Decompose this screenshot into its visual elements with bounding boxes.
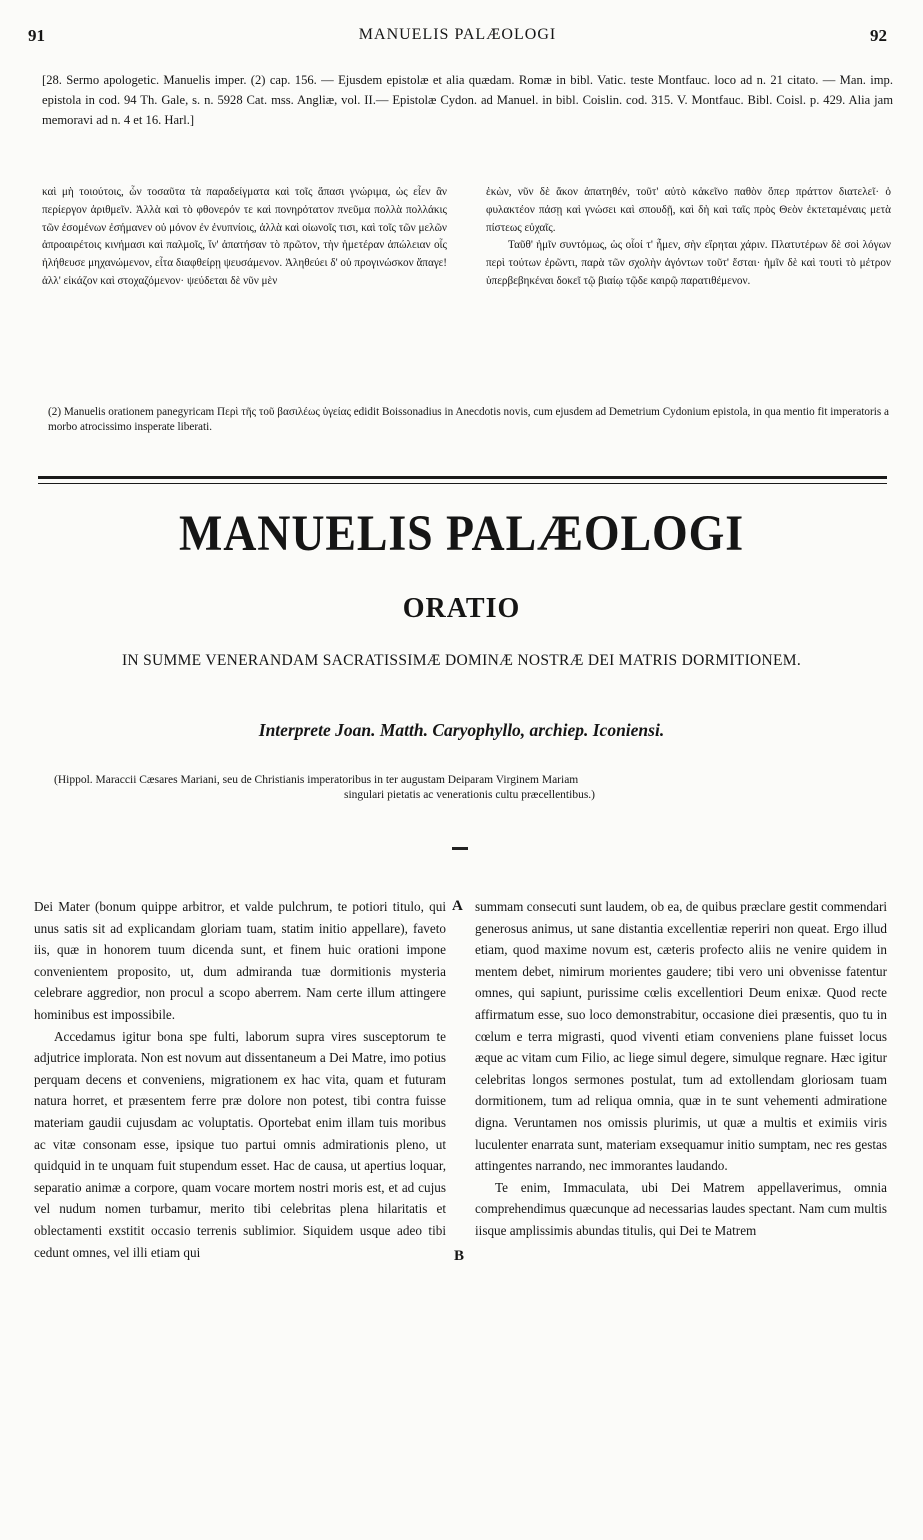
latin-paragraph: summam consecuti sunt laudem, ob ea, de quibus præclare gestit commendari generosus animus, ut sane distantia excellentiæ reperiri non queat. Ergo illud etiam, quod maxime novum est, cæteris profecto aliis ne venire quidem in mentem debet, nimirum morientes gaudere; tibi vero uni obvenisse fatentur omnes, qui sapiunt, purissime cœlis excellentiori Deum enixæ. Quod recte affirmatum esse, suo loco demonstrabitur, occasione diei præsentis, quo tu in cœlum e terra migrasti, quod viventi etiam conveniens plane fuisset locus æque ac vitam cum Filio, ac liege simul degere, simulque regnare. Hæc igitur celebritas longos sermones postulat, tum ad extollendam gloriosam tuam dormitionem, tum ad reliqua omnia, quæ in te sunt vehementi admiratione digna. Veruntamen nos omissis plurimis, ut quæ a multis et eximiis viris luculenter enarrata sunt, materiam exsequamur initio sumptam, nec res gestas attingentes narrando, nec immorantes laudando. xyxy=(475,899,887,1174)
running-head xyxy=(28,26,887,54)
latin-column-left xyxy=(34,896,446,1263)
latin-paragraph: Accedamus igitur bona spe fulti, laborum supra vires susceptorum te adjutrice implorata. Non est novum aut dissentaneum a Dei Matre, imo potius perquam decens et conveniens, migrationem ex hac vita, quam et futuram natura horret, et præsentem ferre præ dolore non potest, tibi contra fuisse materiam gaudii cujusdam ac voluptatis. Oportebat enim illam tuis moribus ac vitæ consonam esse, ipsique tuo partui omnis admirationis pleno, ut quidquid in te unquam fuit stupendum esset. Hac de causa, ut apertius loquar, separatio animæ a corpore, quam vocare mortem nostri moris est, et ad cujus vel nudum nomen turbamur, merito tibi celebritas plena hilaritatis et oblectamenti exstitit occasio terrenis sublimior. Siquidem usque adeo tibi cedunt omnes, vel illi etiam qui xyxy=(34,1028,446,1260)
greek-text-columns xyxy=(42,184,891,291)
divider-rule-thin xyxy=(38,483,887,484)
source-note-line: singulari pietatis ac venerationis cultu præcellentibus.) xyxy=(343,789,595,801)
greek-paragraph: Ταῦθ' ἡμῖν συντόμως, ὡς οἷοί τ' ἦμεν, σὴν εἴρηται χάριν. Πλατυτέρων δὲ σοὶ λόγων περὶ τούτων ἐρῶντι, παρὰ τῶν σχολὴν ἀγόντων τοῦτ' ἔσται· ἡμῖν δὲ καὶ τουτὶ τὸ μέτρον ὑπερβεβηκέναι δοκεῖ τῷ βιαίῳ τῷδε καιρῷ παρατιθέμενον. xyxy=(486,239,891,287)
section-title: ORATIO xyxy=(402,593,521,624)
latin-paragraph: Te enim, Immaculata, ubi Dei Matrem appellaverimus, omnia comprehendimus quæcunque ad necessarias laudes spectant. Nam cum multis iisque amplissimis abundas titulis, qui Dei te Matrem xyxy=(475,1179,887,1238)
source-note-line: (Hippol. Maraccii Cæsares Mariani, seu de Christianis imperatoribus in ter augustam Deiparam Virginem Mariam xyxy=(54,774,579,786)
margin-marker-b: B xyxy=(454,1248,465,1264)
latin-column-right xyxy=(475,896,887,1263)
footnote: (2) Manuelis orationem panegyricam Περὶ τῆς τοῦ βασιλέως ὑγείας edidit Boissonadius in Anecdotis novis, cum ejusdem ad Demetrium Cydonium epistola, in qua mentio fit imperatoris a morbo atrocissimo insperate liberati. xyxy=(48,406,889,433)
latin-paragraph: Dei Mater (bonum quippe arbitror, et valde pulchrum, te potiori titulo, qui unus satis sit ad explicandam gloriam tuam, statim initio appellare), faveto iis, quæ in honorem tuum dicenda sunt, et finem huic orationi impone convenientem proposito, ut, dum admiranda tuæ dormitionis mysteria celebrare aggredior, non procul a scopo aberrem. Nam certe illum attingere hominibus est impossibile. xyxy=(34,899,446,1022)
subtitle: IN SUMME VENERANDAM SACRATISSIMÆ DOMINÆ NOSTRÆ DEI MATRIS DORMITIONEM. xyxy=(121,652,802,669)
separator-dash xyxy=(452,847,468,850)
margin-marker-a: A xyxy=(452,898,463,914)
bibliographic-note: [28. Sermo apologetic. Manuelis imper. (2) cap. 156. — Ejusdem epistolæ et alia quædam. Romæ in bibl. Vatic. teste Montfauc. loco ad n. 21 citato. — Man. imp. epistola in cod. 94 Th. Gale, s. n. 5928 Cat. mss. Angliæ, vol. II.— Epistolæ Cydon. ad Manuel. in bibl. Coislin. cod. 315. V. Montfauc. Bibl. Coisl. p. 429. Alia jam memoravi ad n. 4 et 16. Harl.] xyxy=(42,73,893,127)
greek-column-right xyxy=(486,184,891,291)
page-number-left: 91 xyxy=(28,26,45,45)
running-title: MANUELIS PALÆOLOGI xyxy=(358,26,557,43)
greek-paragraph: καὶ μὴ τοιούτοις, ὧν τοσαῦτα τὰ παραδείγματα καὶ τοῖς ἅπασι γνώριμα, ὡς εἶεν ἂν περίεργον ἀριθμεῖν. Ἀλλὰ καὶ τὸ φθονερόν τε καὶ πονηρότατον πνεῦμα πολλὰ πολλάκις τῶν ἐσομένων ἐσήμανεν οὐ μόνον ἐν ἐνυπνίοις, ἀλλὰ καὶ οἰωνοῖς τισι, καὶ τοῖς τῶν μελῶν ἀπροαιρέτοις κινήμασι καὶ παλμοῖς, ἵν' ἀπατήσαν τὸ πρῶτον, τὴν ἡμετέραν ἀπώλειαν οἷς ἠλήθευσε μηχανώμενον, εἶτα διαφθείρῃ ψευσάμενον. Ἀληθεύει δ' οὐ προγινώσκον ἅπαγε! ἀλλ' εἰκάζον καὶ στοχαζόμενον· ψεύδεται δὲ νῦν μὲν xyxy=(42,186,447,287)
latin-text-columns xyxy=(34,896,887,1263)
divider-rule xyxy=(38,476,887,479)
page-number-right: 92 xyxy=(870,26,887,45)
greek-paragraph: ἑκὼν, νῦν δὲ ἄκον ἀπατηθέν, τοῦτ' αὐτὸ κἀκεῖνο παθὸν ὅπερ πράττον διατελεῖ· ὁ φυλακτέον πάσῃ καὶ γνώσει καὶ σπουδῇ, καὶ δὴ καὶ ταῖς πρὸς Θεὸν ἐκτεταμέναις μετὰ πίστεως εὐχαῖς. xyxy=(486,186,891,234)
greek-column-left xyxy=(42,184,447,291)
source-note xyxy=(54,773,885,803)
interpreter-line: Interprete Joan. Matth. Caryophyllo, archiep. Iconiensi. xyxy=(258,720,665,740)
main-title: MANUELIS PALÆOLOGI xyxy=(179,506,744,562)
